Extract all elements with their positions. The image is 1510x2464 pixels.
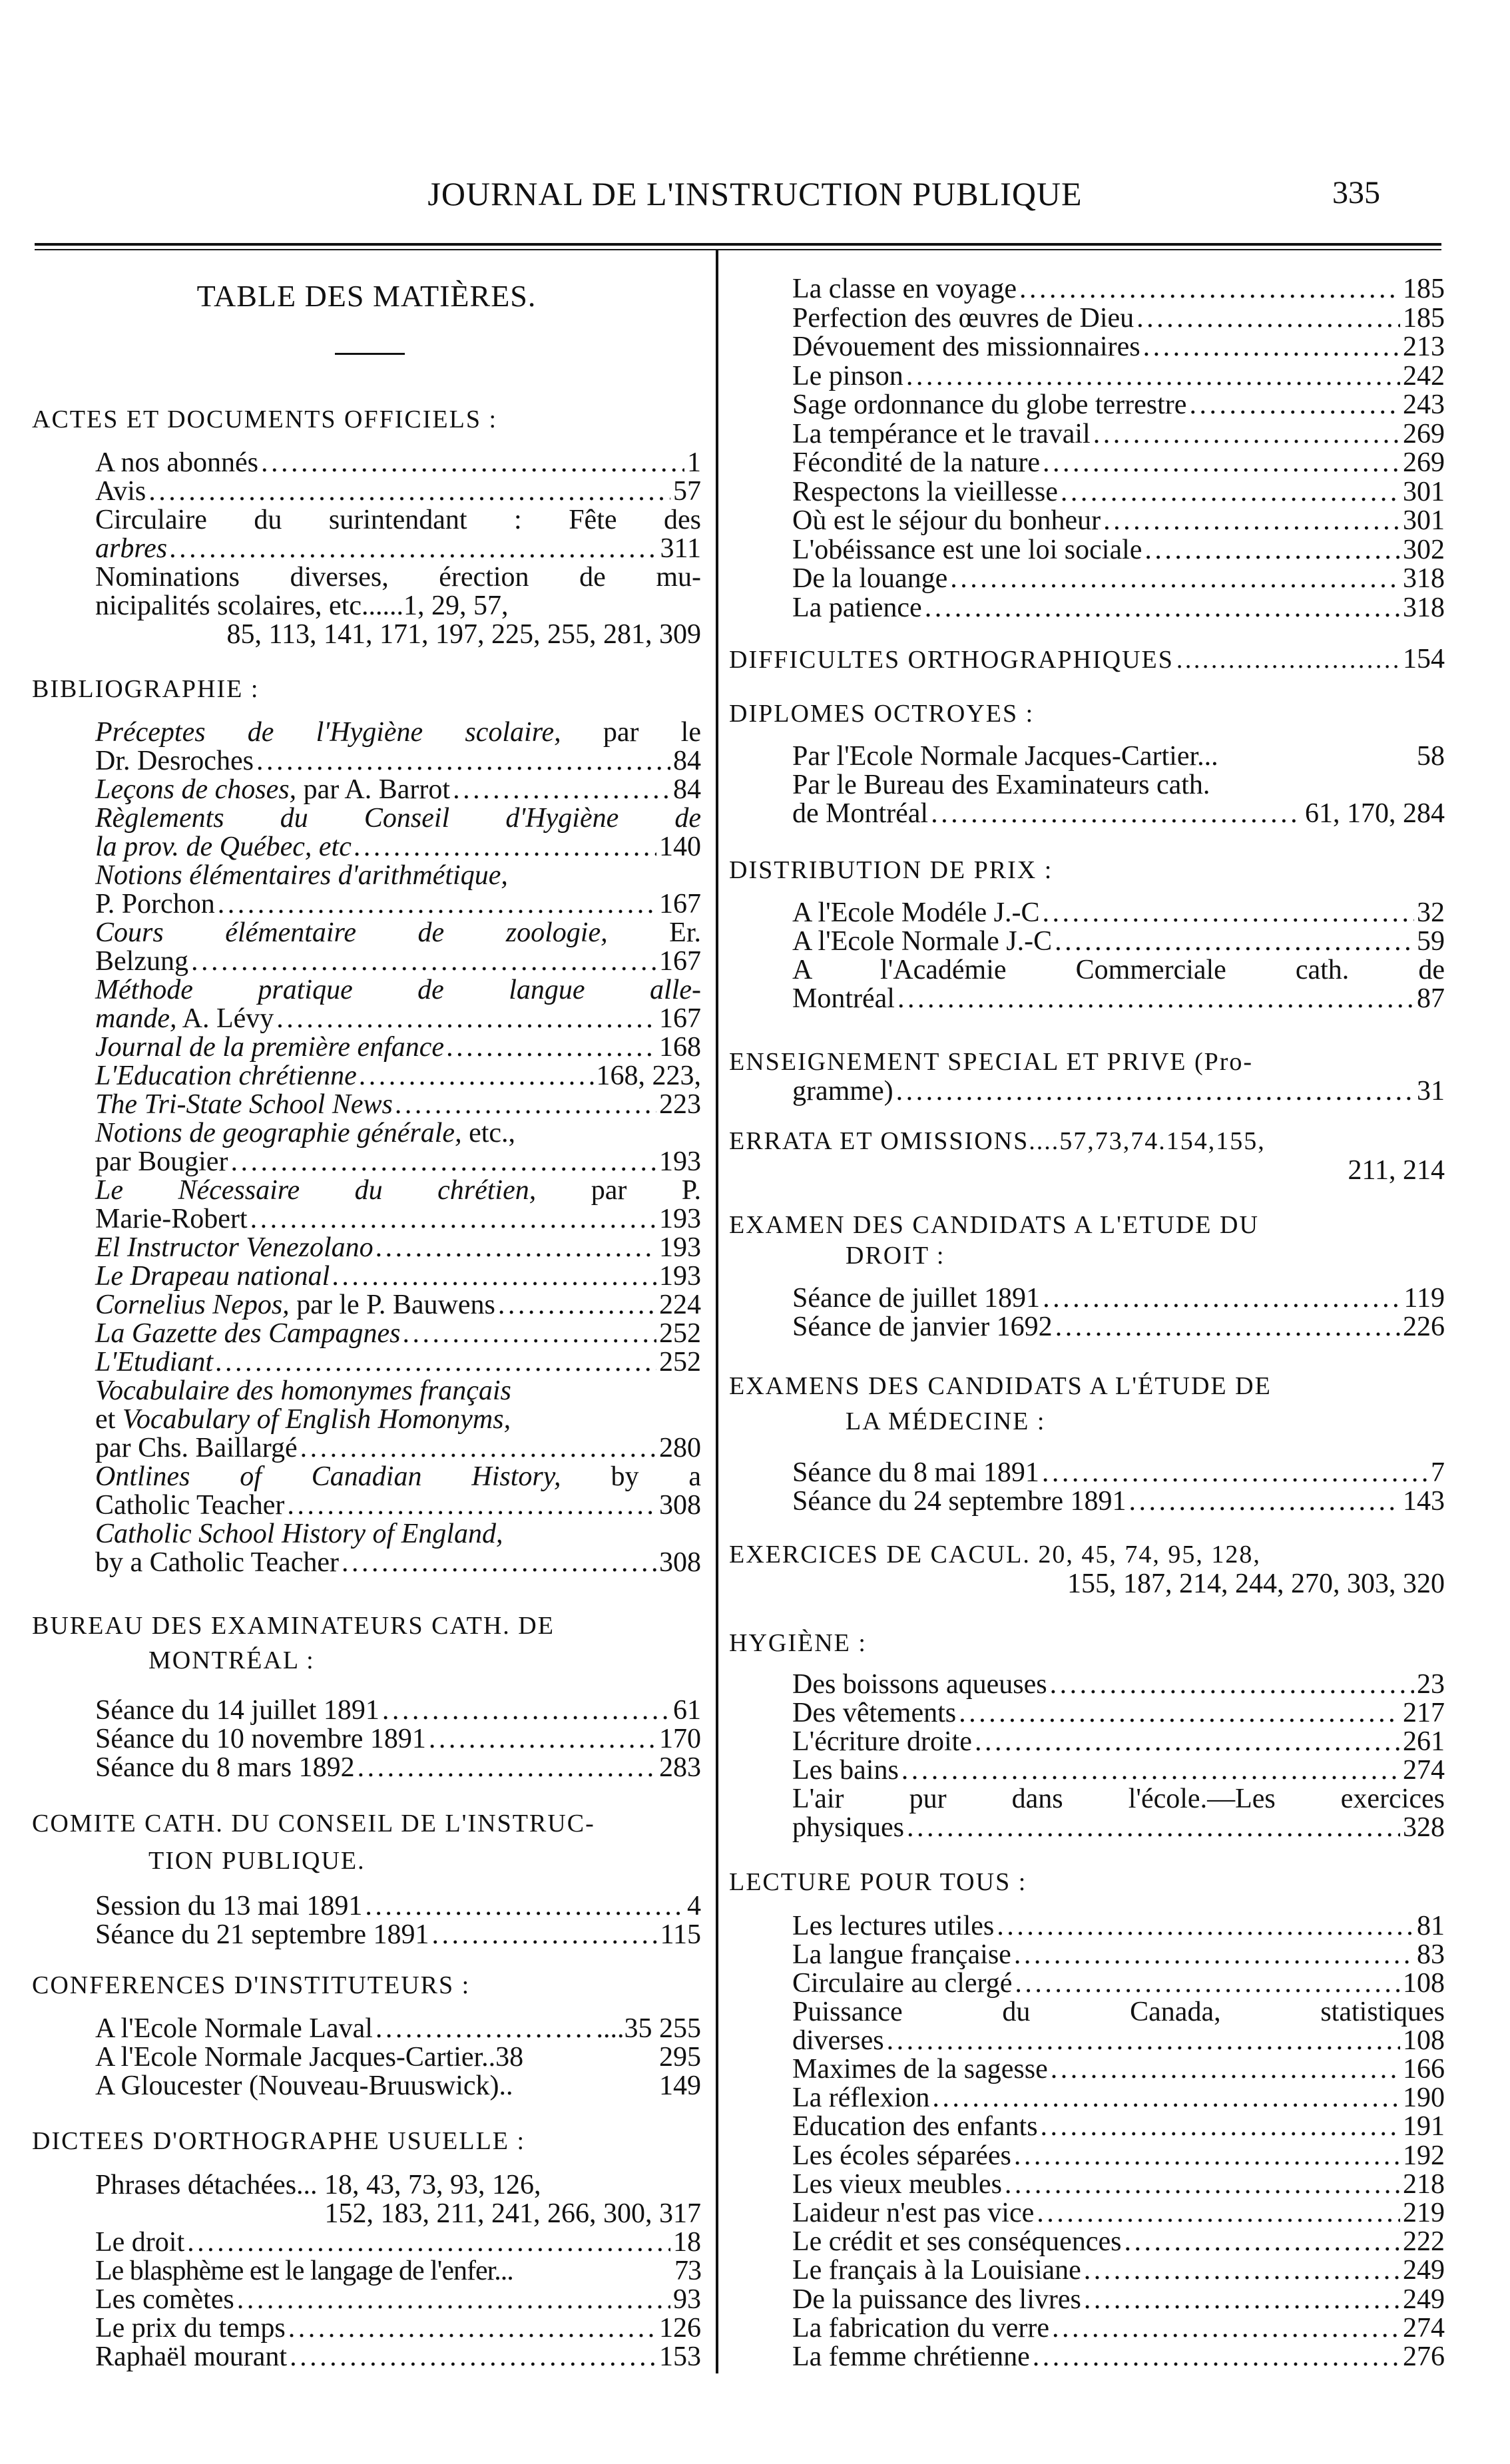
table-title: TABLE DES MATIÈRES. [196, 279, 537, 313]
section-heading-examen-medecine: EXAMENS DES CANDIDATS A L'ÉTUDE DE [729, 1372, 1272, 1400]
toc-entry: Dévouement des missionnaires . . . 213 [792, 332, 1445, 362]
toc-entry: L'écriture droite . . . 261 [792, 1727, 1445, 1756]
toc-entry: Les bains . . . 274 [792, 1756, 1445, 1785]
toc-entry-line: Catholic School History of England, [95, 1519, 503, 1549]
toc-entry-line: Règlements du Conseil d'Hygiène de [95, 803, 701, 834]
toc-entry-line: L'air pur dans l'école.—Les exercices [792, 1784, 1445, 1814]
toc-entry: De la puissance des livres . . . 249 [792, 2285, 1445, 2314]
toc-entry: Raphaël mourant . . . 153 [95, 2342, 701, 2371]
toc-entry: Séance de janvier 1692 . . . 226 [792, 1312, 1445, 1342]
toc-entry: Circulaire au clergé . . . 108 [792, 1969, 1445, 1998]
toc-entry: Des vêtements . . . 217 [792, 1698, 1445, 1728]
toc-entry-line: 155, 187, 214, 244, 270, 303, 320 [1067, 1569, 1445, 1599]
toc-entry: Le français à la Louisiane . . . 249 [792, 2256, 1445, 2285]
section-heading-distribution: DISTRIBUTION DE PRIX : [729, 856, 1053, 884]
toc-entry: diverses . . . 108 [792, 2026, 1445, 2055]
toc-entry: Montréal . . . 87 [792, 984, 1445, 1013]
section-heading-difficultes: DIFFICULTES ORTHOGRAPHIQUES . . . 154 [729, 644, 1445, 674]
toc-entry: Séance du 14 juillet 1891 . . . 61 [95, 1696, 701, 1725]
toc-entry: Le pinson . . . 242 [792, 362, 1445, 391]
toc-entry-line: Préceptes de l'Hygiène scolaire, par le [95, 717, 701, 748]
toc-entry: El Instructor Venezolano . . . 193 [95, 1233, 701, 1262]
toc-entry-line: nicipalités scolaires, etc......1, 29, 57, [95, 591, 509, 621]
toc-entry: la prov. de Québec, etc . . . 140 [95, 832, 701, 862]
toc-entry-line: Cours élémentaire de zoologie, Er. [95, 917, 701, 948]
toc-entry: L'Etudiant . . . 252 [95, 1348, 701, 1377]
toc-entry: by a Catholic Teacher . . . 308 [95, 1548, 701, 1577]
section-heading-errata: ERRATA ET OMISSIONS....57,73,74.154,155, [729, 1127, 1266, 1155]
toc-entry-line: Vocabulaire des homonymes français [95, 1375, 511, 1406]
toc-entry-line: A l'Académie Commerciale cath. de [792, 955, 1445, 985]
toc-entry: Belzung . . . 167 [95, 947, 701, 976]
section-heading-conferences: CONFERENCES D'INSTITUTEURS : [32, 1971, 471, 1999]
toc-entry: A Gloucester (Nouveau-Bruuswick).. 149 [95, 2071, 701, 2101]
toc-entry: Les vieux meubles . . . 218 [792, 2170, 1445, 2199]
toc-entry: L'obéissance est une loi sociale . . . 302 [792, 535, 1445, 565]
title-rule [335, 353, 405, 355]
toc-entry: La Gazette des Campagnes . . . 252 [95, 1319, 701, 1348]
toc-entry: Le blasphème est le langage de l'enfer... 73 [95, 2256, 701, 2286]
toc-entry-line: Circulaire du surintendant : Fête des [95, 505, 701, 535]
toc-entry: A nos abonnés . . . 1 [95, 448, 701, 477]
section-heading-actes: ACTES ET DOCUMENTS OFFICIELS : [32, 405, 498, 433]
toc-entry: Education des enfants . . . 191 [792, 2112, 1445, 2141]
toc-entry-line: 85, 113, 141, 171, 197, 225, 255, 281, 309 [226, 619, 701, 650]
toc-entry: par Bougier . . . 193 [95, 1147, 701, 1176]
toc-entry: Respectons la vieillesse . . . 301 [792, 477, 1445, 507]
toc-entry: Séance du 8 mai 1891 . . . 7 [792, 1458, 1445, 1487]
toc-entry-line: Méthode pratique de langue alle- [95, 975, 701, 1005]
toc-entry: Leçons de choses, par A. Barrot . . . 84 [95, 775, 701, 804]
section-heading-bibliographie: BIBLIOGRAPHIE : [32, 675, 260, 703]
section-heading-lecture: LECTURE POUR TOUS : [729, 1868, 1027, 1896]
toc-entry-line: Notions élémentaires d'arithmétique, [95, 860, 508, 891]
toc-entry: A l'Ecole Modéle J.-C . . . 32 [792, 898, 1445, 927]
toc-entry: Dr. Desroches . . . 84 [95, 746, 701, 776]
toc-entry: gramme) . . . 31 [792, 1077, 1445, 1106]
section-heading-hygiene: HYGIÈNE : [729, 1629, 867, 1657]
toc-entry: La réflexion . . . 190 [792, 2083, 1445, 2112]
toc-entry: Séance du 21 septembre 1891 . . . 115 [95, 1920, 701, 1949]
toc-entry: La classe en voyage . . . 185 [792, 274, 1445, 304]
toc-entry-line: Par le Bureau des Examinateurs cath. [792, 770, 1210, 800]
toc-entry-line: et Vocabulary of English Homonyms, [95, 1404, 511, 1435]
toc-entry: La femme chrétienne . . . 276 [792, 2342, 1445, 2371]
toc-entry: Le prix du temps . . . 126 [95, 2314, 701, 2343]
page-number: 335 [1332, 175, 1380, 210]
section-heading-diplomes: DIPLOMES OCTROYES : [729, 700, 1035, 728]
toc-entry: Les écoles séparées . . . 192 [792, 2141, 1445, 2170]
section-heading-exercices: EXERCICES DE CACUL. 20, 45, 74, 95, 128, [729, 1541, 1261, 1569]
toc-entry: Journal de la première enfance . . . 168 [95, 1033, 701, 1062]
toc-entry: Les comètes . . . 93 [95, 2285, 701, 2314]
header-rule-top [35, 243, 1441, 246]
toc-entry: Fécondité de la nature . . . 269 [792, 448, 1445, 477]
toc-entry: La fabrication du verre . . . 274 [792, 2314, 1445, 2343]
toc-entry: A l'Ecole Normale J.-C . . . 59 [792, 927, 1445, 956]
section-heading-dictees: DICTEES D'ORTHOGRAPHE USUELLE : [32, 2127, 526, 2155]
toc-entry: L'Education chrétienne . . . 168, 223, [95, 1061, 701, 1091]
toc-entry-line: Nominations diverses, érection de mu- [95, 562, 701, 593]
toc-entry: Des boissons aqueuses . . . 23 [792, 1670, 1445, 1699]
toc-entry-line: Phrases détachées... 18, 43, 73, 93, 126, [95, 2170, 541, 2200]
section-heading-enseignement: ENSEIGNEMENT SPECIAL ET PRIVE (Pro- [729, 1048, 1254, 1076]
section-heading-examen-droit-cont: DROIT : [846, 1242, 945, 1270]
toc-entry: P. Porchon . . . 167 [95, 889, 701, 919]
toc-entry: Avis . . . 57 [95, 477, 701, 506]
toc-entry: Les lectures utiles . . . 81 [792, 1911, 1445, 1941]
toc-entry: De la louange . . . 318 [792, 564, 1445, 593]
toc-entry: Où est le séjour du bonheur . . . 301 [792, 506, 1445, 535]
section-heading-examen-medecine-cont: LA MÉDECINE : [846, 1407, 1046, 1435]
journal-title: JOURNAL DE L'INSTRUCTION PUBLIQUE [427, 175, 1083, 212]
section-heading-comite-cont: TION PUBLIQUE. [148, 1847, 366, 1875]
toc-entry: Séance de juillet 1891 . . . 119 [792, 1284, 1445, 1313]
toc-entry-line: Puissance du Canada, statistiques [792, 1997, 1445, 2027]
toc-entry-line: Le Nécessaire du chrétien, par P. [95, 1175, 701, 1206]
toc-entry-line: 152, 183, 211, 241, 266, 300, 317 [324, 2198, 701, 2229]
toc-entry: La patience . . . 318 [792, 593, 1445, 622]
toc-entry: Catholic Teacher . . . 308 [95, 1491, 701, 1520]
toc-entry: Le crédit et ses conséquences . . . 222 [792, 2227, 1445, 2256]
toc-entry: Maximes de la sagesse . . . 166 [792, 2055, 1445, 2084]
toc-entry: Le Drapeau national . . . 193 [95, 1262, 701, 1291]
toc-entry: The Tri-State School News . . . 223 [95, 1090, 701, 1119]
toc-entry: arbres . . . 311 [95, 534, 701, 563]
toc-entry: La tempérance et le travail . . . 269 [792, 419, 1445, 449]
toc-entry: Par l'Ecole Normale Jacques-Cartier... 58 [792, 741, 1445, 772]
toc-entry: physiques . . . 328 [792, 1813, 1445, 1842]
toc-entry: Session du 13 mai 1891 . . . 4 [95, 1891, 701, 1921]
toc-entry: par Chs. Baillargé . . . 280 [95, 1433, 701, 1463]
toc-entry: Le droit . . . 18 [95, 2228, 701, 2257]
toc-entry: A l'Ecole Normale Laval . . . ....35 255 [95, 2014, 701, 2043]
toc-entry: Séance du 10 novembre 1891 . . . 170 [95, 1724, 701, 1754]
column-divider [716, 250, 718, 2373]
toc-entry: Séance du 8 mars 1892 . . . 283 [95, 1753, 701, 1782]
toc-entry-line: 211, 214 [1348, 1155, 1445, 1186]
header-rule-bottom [35, 249, 1441, 250]
toc-entry: mande, A. Lévy . . . 167 [95, 1004, 701, 1033]
toc-entry: Laideur n'est pas vice . . . 219 [792, 2198, 1445, 2228]
section-heading-bureau: BUREAU DES EXAMINATEURS CATH. DE [32, 1612, 555, 1640]
toc-entry: Cornelius Nepos, par le P. Bauwens . . . 224 [95, 1290, 701, 1320]
toc-entry: Perfection des œuvres de Dieu . . . 185 [792, 304, 1445, 333]
toc-entry: La langue française . . . 83 [792, 1940, 1445, 1969]
toc-entry: A l'Ecole Normale Jacques-Cartier..38 295 [95, 2042, 701, 2073]
running-head [0, 174, 1510, 214]
toc-entry: de Montréal . . . 61, 170, 284 [792, 799, 1445, 828]
section-heading-bureau-cont: MONTRÉAL : [148, 1646, 315, 1674]
toc-entry: Sage ordonnance du globe terrestre . . . 243 [792, 390, 1445, 419]
toc-entry-line: Notions de geographie générale, etc., [95, 1118, 516, 1148]
section-heading-comite: COMITE CATH. DU CONSEIL DE L'INSTRUC- [32, 1810, 595, 1838]
section-heading-examen-droit: EXAMEN DES CANDIDATS A L'ETUDE DU [729, 1211, 1259, 1239]
toc-entry: Séance du 24 septembre 1891 . . . 143 [792, 1487, 1445, 1516]
toc-entry: Marie-Robert . . . 193 [95, 1204, 701, 1234]
toc-entry-line: Ontlines of Canadian History, by a [95, 1461, 701, 1492]
